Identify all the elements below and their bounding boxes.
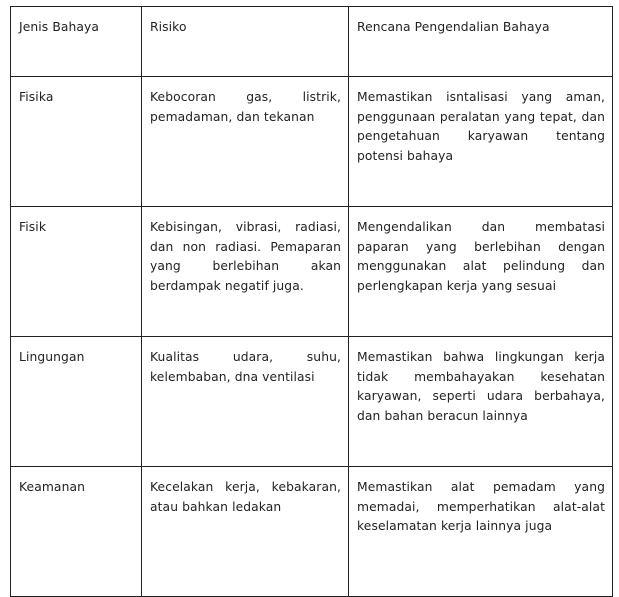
cell-risiko: Kebocoran gas, listrik, pemadaman, dan tekanan: [142, 77, 349, 207]
cell-jenis-bahaya: Fisika: [11, 77, 142, 207]
cell-jenis-bahaya: Lingungan: [11, 337, 142, 467]
hazard-control-table: [10, 6, 613, 597]
cell-rencana: Mengendalikan dan membatasi paparan yang berlebihan dengan menggunakan alat pelindung dan perlengkapan kerja yang sesuai: [349, 207, 613, 337]
cell-rencana: Memastikan alat pemadam yang memadai, memperhatikan alat-alat keselamatan kerja lainnya juga: [349, 467, 613, 597]
cell-rencana: Memastikan bahwa lingkungan kerja tidak membahayakan kesehatan karyawan, seperti udara berbahaya, dan bahan beracun lainnya: [349, 337, 613, 467]
cell-risiko: Kebisingan, vibrasi, radiasi, dan non radiasi. Pemaparan yang berlebihan akan berdampak negatif juga.: [142, 207, 349, 337]
table-row: [11, 337, 613, 467]
table-row: [11, 467, 613, 597]
table-header-row: [11, 7, 613, 77]
header-rencana-pengendalian: Rencana Pengendalian Bahaya: [349, 7, 613, 77]
cell-rencana: Memastikan isntalisasi yang aman, penggunaan peralatan yang tepat, dan pengetahuan karyawan tentang potensi bahaya: [349, 77, 613, 207]
table-row: [11, 77, 613, 207]
cell-risiko: Kualitas udara, suhu, kelembaban, dna ventilasi: [142, 337, 349, 467]
cell-jenis-bahaya: Fisik: [11, 207, 142, 337]
header-jenis-bahaya: Jenis Bahaya: [11, 7, 142, 77]
cell-risiko: Kecelakan kerja, kebakaran, atau bahkan ledakan: [142, 467, 349, 597]
table-row: [11, 207, 613, 337]
cell-jenis-bahaya: Keamanan: [11, 467, 142, 597]
header-risiko: Risiko: [142, 7, 349, 77]
